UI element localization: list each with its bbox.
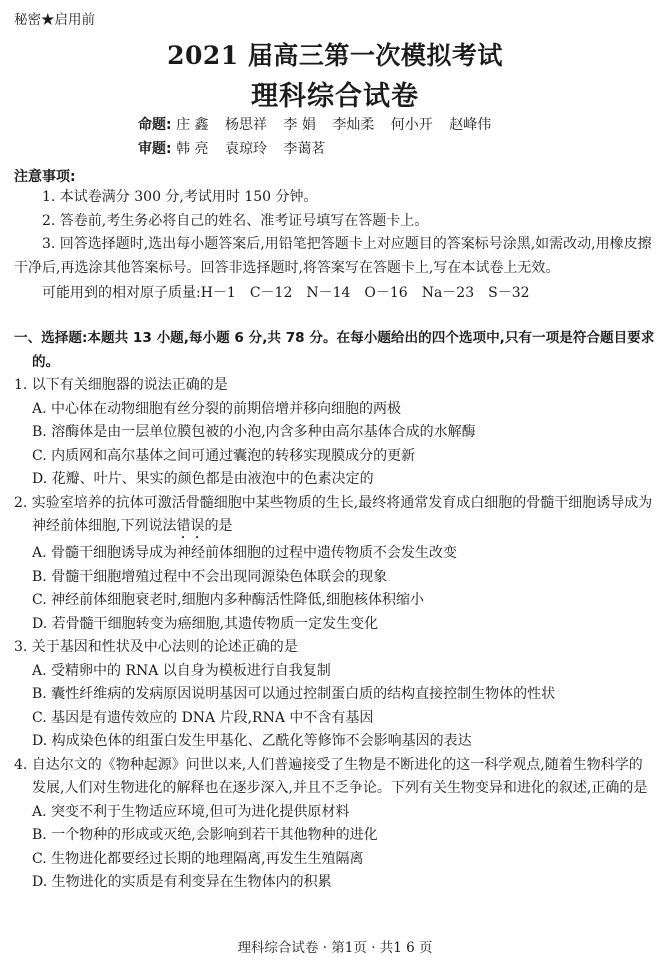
- option-a: A. 骨髓干细胞诱导成为神经前体细胞的过程中遗传物质不会发生改变: [32, 545, 458, 561]
- option-d: D. 生物进化的实质是有利变异在生物体内的积累: [32, 874, 332, 890]
- option-b: B. 一个物种的形成或灭绝,会影响到若干其他物种的进化: [32, 827, 378, 843]
- page-footer: 理科综合试卷 · 第1页 · 共1 6 页: [237, 940, 433, 956]
- option-d: D. 花瓣、叶片、果实的颜色都是由液泡中的色素决定的: [32, 471, 374, 487]
- proposers-label: 命题:: [138, 117, 172, 133]
- questions-body: [14, 327, 656, 895]
- emphasis-text: 错误: [176, 518, 205, 534]
- option-d: D. 若骨髓干细胞转变为癌细胞,其遗传物质一定发生变化: [32, 615, 379, 632]
- proposer-name: 赵峰伟: [449, 117, 492, 133]
- reviewer-name: 袁琼玲: [224, 141, 267, 157]
- option-a: A. 突变不利于生物适应环境,但可为进化提供原材料: [32, 803, 350, 820]
- notes-heading: 注意事项:: [14, 169, 76, 185]
- question-stem: 1. 以下有关细胞器的说法正确的是: [14, 377, 228, 393]
- notes-body: [14, 186, 656, 306]
- proposers-line: [138, 114, 503, 134]
- exam-title: 2021 届高三第一次模拟考试: [167, 41, 503, 70]
- question-stem: 4. 自达尔文的《物种起源》问世以来,人们普遍接受了生物是不断进化的这一科学观点,随着生物科学的发展,人们对生物进化的解释也在逐步深入,并且不乏争论。下列有关生物变异和进化的叙述,正确的是: [14, 756, 648, 796]
- option-b: B. 溶酶体是由一层单位膜包被的小泡,内含多种由高尔基体合成的水解酶: [32, 424, 476, 440]
- proposer-name: 何小开: [390, 117, 433, 133]
- note-item: 3. 回答选择题时,选出每小题答案后,用铅笔把答题卡上对应题目的答案标号涂黑,如需改动,用橡皮擦干净后,再选涂其他答案标号。回答非选择题时,将答案写在答题卡上,写在本试卷上无效。: [14, 236, 652, 276]
- option-d: D. 构成染色体的组蛋白发生甲基化、乙酰化等修饰不会影响基因的表达: [32, 733, 472, 749]
- proposer-name: 庄 鑫: [176, 117, 209, 133]
- option-a: A. 受精卵中的 RNA 以自身为模板进行自我复制: [32, 662, 331, 679]
- note-item: 1. 本试卷满分 300 分,考试用时 150 分钟。: [42, 189, 318, 205]
- option-c: C. 神经前体细胞衰老时,细胞内多种酶活性降低,细胞核体积缩小: [32, 592, 425, 608]
- question-2: [14, 492, 656, 637]
- reviewer-name: 李蔼茗: [283, 141, 326, 157]
- reviewer-name: 韩 亮: [176, 141, 209, 157]
- exam-subtitle: 理科综合试卷: [251, 81, 419, 112]
- option-a: A. 中心体在动物细胞有丝分裂的前期倍增并移向细胞的两极: [32, 400, 402, 417]
- stem-text: 的是: [204, 518, 233, 534]
- stem-text: 2. 实验室培养的抗体可激活骨髓细胞中某些物质的生长,最终将通常发育成白细胞的骨髓干细胞诱导成为神经前体细胞,下列说法: [14, 494, 653, 534]
- question-3: [14, 636, 656, 754]
- question-stem: [14, 492, 656, 543]
- proposer-name: 李 娟: [283, 117, 316, 133]
- option-c: C. 内质网和高尔基体之间可通过囊泡的转移实现膜成分的更新: [32, 447, 416, 464]
- option-c: C. 生物进化都要经过长期的地理隔离,再发生生殖隔离: [32, 850, 364, 867]
- confidential-label: 秘密★启用前: [14, 12, 95, 28]
- option-c: C. 基因是有遗传效应的 DNA 片段,RNA 中不含有基因: [32, 709, 374, 726]
- question-1: [14, 374, 656, 492]
- note-item: 2. 答卷前,考生务必将自己的姓名、准考证号填写在答题卡上。: [42, 212, 429, 229]
- question-4: [14, 754, 656, 895]
- section-heading: 一、选择题:本题共 13 小题,每小题 6 分,共 78 分。在每小题给出的四个选项中,只有一项是符合题目要求的。: [14, 330, 655, 370]
- reviewers-label: 审题:: [138, 141, 172, 157]
- proposer-name: 杨思祥: [224, 117, 267, 133]
- proposer-name: 李灿柔: [332, 117, 375, 133]
- reviewers-line: [138, 138, 337, 158]
- question-stem: 3. 关于基因和性状及中心法则的论述正确的是: [14, 639, 298, 655]
- option-b: B. 囊性纤维病的发病原因说明基因可以通过控制蛋白质的结构直接控制生物体的性状: [32, 686, 556, 702]
- option-b: B. 骨髓干细胞增殖过程中不会出现同源染色体联会的现象: [32, 568, 388, 585]
- atomic-masses: 可能用到的相对原子质量:H－1 C－12 N－14 O－16 Na－23 S－32: [42, 285, 530, 301]
